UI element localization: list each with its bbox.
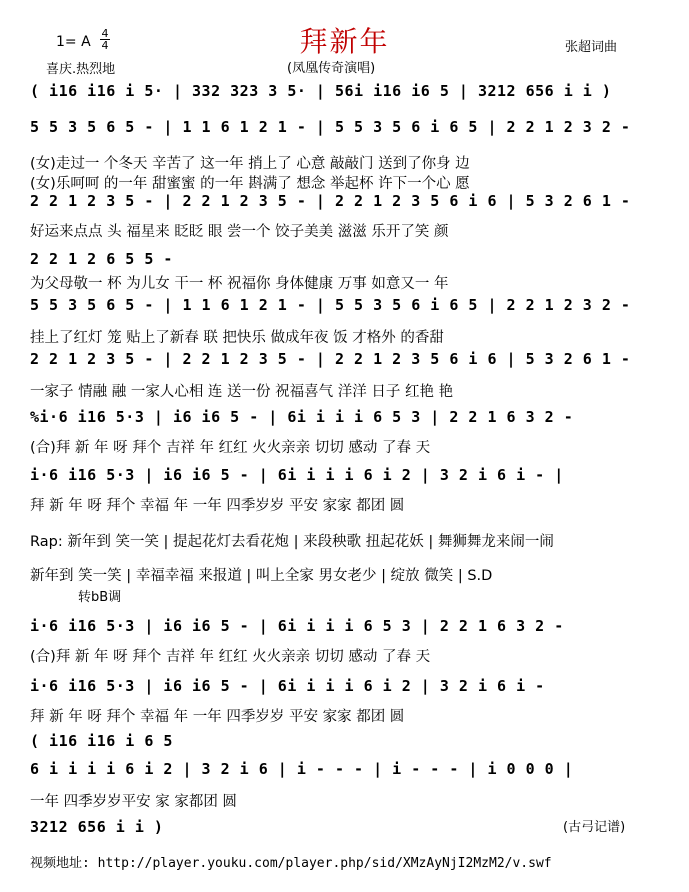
singer-credit: (凤凰传奇演唱) bbox=[287, 61, 376, 76]
notation-line: ( i16 i16 i 6 5 bbox=[30, 732, 173, 750]
key-change-note: 转bB调 bbox=[78, 590, 122, 605]
notation-line: ( i16 i16 i 5· | 332 323 3 5· | 56i i16 i6 5 | 3212 656 i i ) bbox=[30, 82, 612, 100]
transcriber-credit: (古弓记谱) bbox=[563, 820, 626, 835]
notation-line: 3212 656 i i ) bbox=[30, 818, 164, 836]
lyrics-line: 拜 新 年 呀 拜个 幸福 年 一年 四季岁岁 平安 家家 都团 圆 bbox=[30, 498, 405, 514]
notation-line: %i·6 i16 5·3 | i6 i6 5 - | 6i i i i 6 5 3 | 2 2 1 6 3 2 - bbox=[30, 408, 574, 426]
video-link[interactable]: 视频地址: http://player.youku.com/player.php/sid/XMzAyNjI2MzM2/v.swf bbox=[30, 856, 552, 871]
time-signature bbox=[100, 28, 110, 51]
notation-line: i·6 i16 5·3 | i6 i6 5 - | 6i i i i 6 5 3 | 2 2 1 6 3 2 - bbox=[30, 617, 564, 635]
lyrics-line: (女)乐呵呵 的一年 甜蜜蜜 的一年 斟满了 想念 举起杯 许下一个心 愿 bbox=[30, 176, 470, 192]
notation-line: i·6 i16 5·3 | i6 i6 5 - | 6i i i i 6 i 2 | 3 2 i 6 i - bbox=[30, 677, 545, 695]
notation-line: 2 2 1 2 6 5 5 - bbox=[30, 250, 173, 268]
time-sig-bottom: 4 bbox=[101, 39, 109, 52]
notation-line: 5 5 3 5 6 5 - | 1 1 6 1 2 1 - | 5 5 3 5 6 i 6 5 | 2 2 1 2 3 2 - bbox=[30, 296, 631, 314]
lyrics-line: 一家子 情融 融 一家人心相 连 送一份 祝福喜气 洋洋 日子 红艳 艳 bbox=[30, 384, 454, 400]
notation-line: 5 5 3 5 6 5 - | 1 1 6 1 2 1 - | 5 5 3 5 6 i 6 5 | 2 2 1 2 3 2 - bbox=[30, 118, 631, 136]
lyrics-line: (合)拜 新 年 呀 拜个 吉祥 年 红红 火火亲亲 切切 感动 了春 天 bbox=[30, 649, 431, 665]
lyrics-line: 一年 四季岁岁平安 家 家都团 圆 bbox=[30, 794, 237, 810]
lyrics-line: 为父母敬一 杯 为儿女 干一 杯 祝福你 身体健康 万事 如意又一 年 bbox=[30, 276, 449, 292]
lyrics-line: 好运来点点 头 福星来 眨眨 眼 尝一个 饺子美美 滋滋 乐开了笑 颜 bbox=[30, 224, 449, 240]
lyrics-line: Rap: 新年到 笑一笑 | 提起花灯去看花炮 | 来段秧歌 扭起花妖 | 舞狮舞龙来闹一闹 bbox=[30, 534, 554, 550]
lyrics-line: 新年到 笑一笑 | 幸福幸福 来报道 | 叫上全家 男女老少 | 绽放 微笑 | S.D bbox=[30, 568, 493, 584]
key-signature: 1= A bbox=[56, 34, 91, 50]
lyrics-line: 挂上了红灯 笼 贴上了新春 联 把快乐 做成年夜 饭 才格外 的香甜 bbox=[30, 330, 444, 346]
notation-line: 2 2 1 2 3 5 - | 2 2 1 2 3 5 - | 2 2 1 2 3 5 6 i 6 | 5 3 2 6 1 - bbox=[30, 192, 631, 210]
time-sig-top: 4 bbox=[101, 27, 109, 40]
composer-credit: 张超词曲 bbox=[565, 40, 618, 55]
notation-line: i·6 i16 5·3 | i6 i6 5 - | 6i i i i 6 i 2 | 3 2 i 6 i - | bbox=[30, 466, 564, 484]
lyrics-line: 拜 新 年 呀 拜个 幸福 年 一年 四季岁岁 平安 家家 都团 圆 bbox=[30, 709, 405, 725]
mood-marking: 喜庆.热烈地 bbox=[46, 62, 116, 77]
song-title: 拜新年 bbox=[299, 25, 390, 58]
lyrics-line: (女)走过一 个冬天 辛苦了 这一年 捎上了 心意 敲敲门 送到了你身 边 bbox=[30, 156, 470, 172]
lyrics-line: (合)拜 新 年 呀 拜个 吉祥 年 红红 火火亲亲 切切 感动 了春 天 bbox=[30, 440, 431, 456]
notation-line: 2 2 1 2 3 5 - | 2 2 1 2 3 5 - | 2 2 1 2 3 5 6 i 6 | 5 3 2 6 1 - bbox=[30, 350, 631, 368]
notation-line: 6 i i i i 6 i 2 | 3 2 i 6 | i - - - | i - - - | i 0 0 0 | bbox=[30, 760, 574, 778]
